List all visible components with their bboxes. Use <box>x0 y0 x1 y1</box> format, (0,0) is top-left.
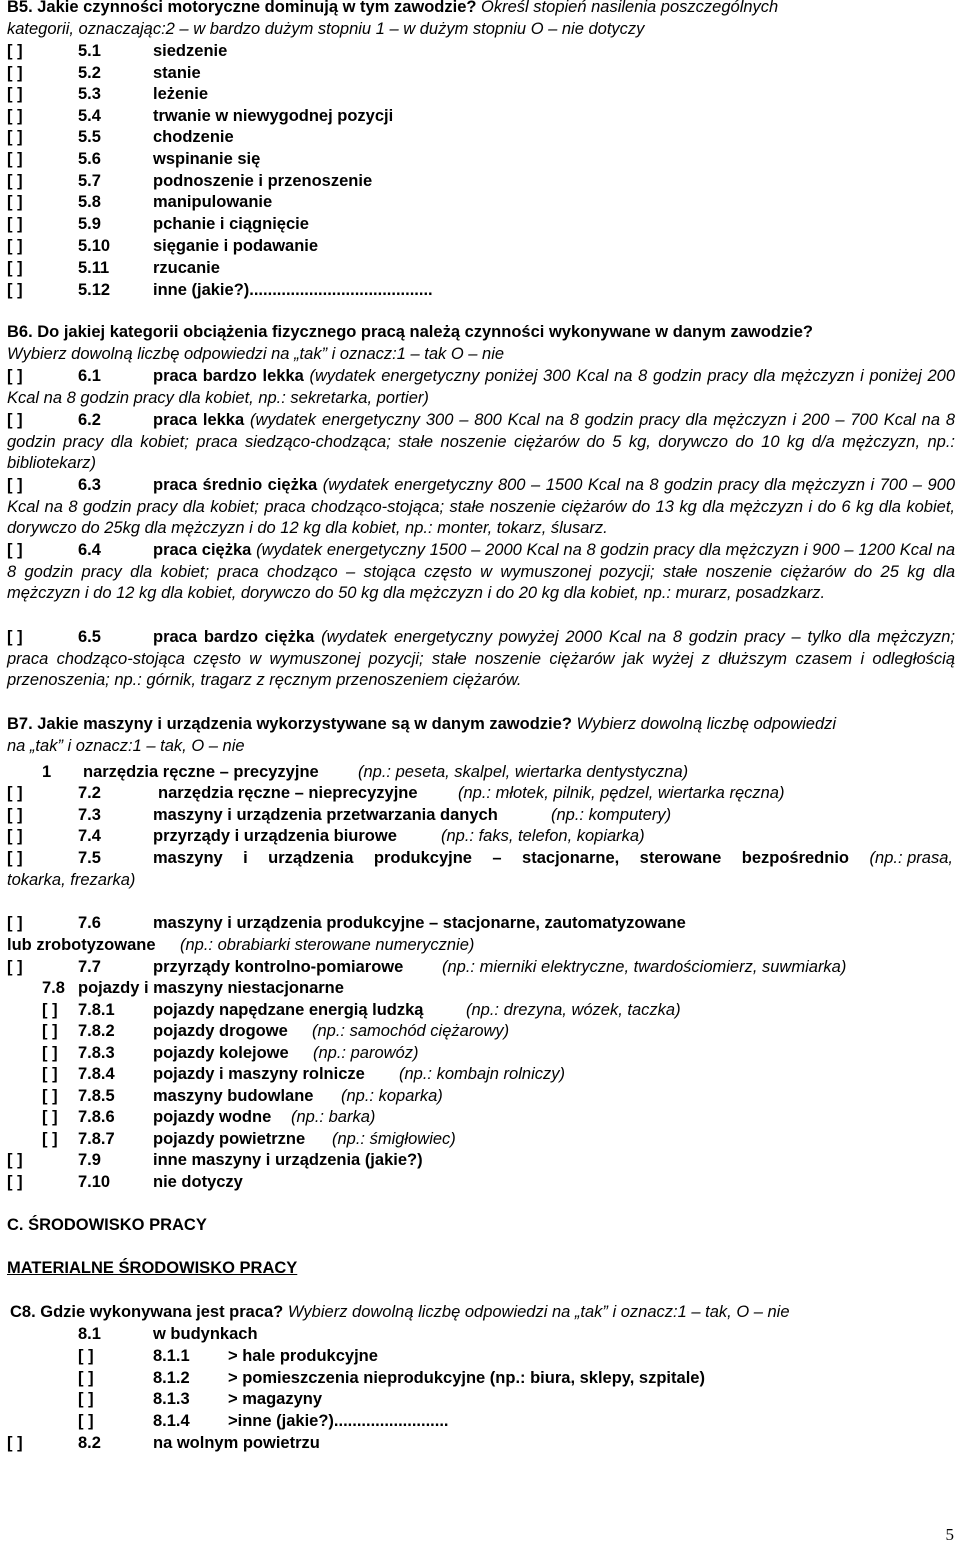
checkbox[interactable]: [ ] <box>7 1173 23 1191</box>
item-label: chodzenie <box>153 128 234 146</box>
item-number: 5.8 <box>78 193 101 211</box>
item-number: 6.5 <box>78 628 101 646</box>
list-item[interactable] <box>7 627 955 692</box>
item-number: 6.4 <box>78 541 101 559</box>
item-description: (np.: mierniki elektryczne, twardościomierz, suwmiarka) <box>442 958 847 976</box>
item-number: 8.1.4 <box>153 1412 190 1430</box>
item-description: (np.: komputery) <box>551 806 672 824</box>
item-label: pojazdy i maszyny rolnicze <box>153 1065 365 1083</box>
item-number: 7.3 <box>78 806 101 824</box>
item-label: > hale produkcyjne <box>228 1347 378 1365</box>
item-number: 7.10 <box>78 1173 111 1191</box>
checkbox[interactable]: [ ] <box>42 1065 58 1083</box>
item-label: praca ciężka <box>153 541 252 559</box>
item-number: 5.3 <box>78 85 101 103</box>
list-item[interactable] <box>7 366 955 409</box>
checkbox[interactable]: [ ] <box>42 1044 58 1062</box>
item-label: pojazdy i maszyny niestacjonarne <box>78 979 344 997</box>
checkbox[interactable]: [ ] <box>7 215 23 233</box>
item-label: maszyny budowlane <box>153 1087 314 1105</box>
item-number: 5.7 <box>78 172 101 190</box>
item-number: 7.6 <box>78 914 101 932</box>
item-number: 6.3 <box>78 476 101 494</box>
checkbox[interactable]: [ ] <box>7 64 23 82</box>
item-number: 5.1 <box>78 42 101 60</box>
c8-heading: C8. Gdzie wykonywana jest praca? <box>10 1303 284 1321</box>
item-label: przyrządy i urządzenia biurowe <box>153 827 397 845</box>
list-item[interactable] <box>7 410 955 475</box>
b7-instruction-cont: na „tak” i oznacz:1 – tak, O – nie <box>7 737 245 755</box>
item-label: w budynkach <box>153 1325 258 1343</box>
item-label: narzędzia ręczne – precyzyjne <box>83 763 319 781</box>
item-number: 5.11 <box>78 259 110 277</box>
b6-instruction: Wybierz dowolną liczbę odpowiedzi na „tak” i oznacz:1 – tak O – nie <box>7 345 505 363</box>
item-label: nie dotyczy <box>153 1173 243 1191</box>
checkbox[interactable]: [ ] <box>7 281 23 299</box>
item-label: pojazdy kolejowe <box>153 1044 289 1062</box>
item-description: (wydatek energetyczny 800 – 1500 Kcal na 8 godzin pracy dla mężczyzn i 700 – 900 Kcal na 8 godzin pracy dla kobiet; praca chodząco-stojąca; stałe noszenie ciężarów do 13 kg dla mężczyzn i do 6 kg dla kobiet, dorywczo do 25kg dla mężczyzn i do 12 kg dla kobiet, np.: monter, tokarz, ślusarz. <box>7 476 956 537</box>
checkbox[interactable]: [ ] <box>7 107 23 125</box>
item-description: (np.: prasa, <box>869 849 953 867</box>
item-number: 8.1.3 <box>153 1390 190 1408</box>
item-number: 6.2 <box>78 411 101 429</box>
item-description: (wydatek energetyczny poniżej 300 Kcal na 8 godzin pracy dla mężczyzn i poniżej 200 Kcal na 8 godzin pracy dla kobiet, np.: sekretarka, portier) <box>7 367 955 407</box>
item-label: pojazdy powietrzne <box>153 1130 306 1148</box>
item-label-cont: lub zrobotyzowane <box>7 936 156 954</box>
item-label: praca średnio ciężka <box>153 476 318 494</box>
section-c-heading: C. ŚRODOWISKO PRACY <box>7 1216 207 1234</box>
item-label: siedzenie <box>153 42 228 60</box>
item-number: 7.8.3 <box>78 1044 115 1062</box>
checkbox[interactable]: [ ] <box>7 827 23 845</box>
checkbox[interactable]: [ ] <box>7 128 23 146</box>
b5-heading: B5. Jakie czynności motoryczne dominują w tym zawodzie? <box>7 0 477 16</box>
item-label: manipulowanie <box>153 193 273 211</box>
checkbox[interactable]: [ ] <box>7 259 23 277</box>
item-number: 7.8.4 <box>78 1065 115 1083</box>
checkbox[interactable]: 1 <box>42 763 52 781</box>
list-item[interactable] <box>7 475 955 540</box>
checkbox[interactable]: [ ] <box>42 1087 58 1105</box>
item-label: maszyny i urządzenia przetwarzania danych <box>153 806 498 824</box>
item-label: pojazdy drogowe <box>153 1022 288 1040</box>
item-label: praca bardzo lekka <box>153 367 304 385</box>
checkbox[interactable]: [ ] <box>7 476 23 494</box>
item-number: 7.8.5 <box>78 1087 115 1105</box>
item-label: > magazyny <box>228 1390 323 1408</box>
checkbox[interactable]: [ ] <box>7 914 23 932</box>
checkbox[interactable]: [ ] <box>7 541 23 559</box>
section-heading-material <box>7 1258 955 1280</box>
checkbox[interactable]: [ ] <box>7 849 23 867</box>
section-title: MATERIALNE ŚRODOWISKO PRACY <box>7 1259 298 1277</box>
item-description: (np.: samochód ciężarowy) <box>312 1022 510 1040</box>
item-number: 8.1 <box>78 1325 101 1343</box>
item-number: 5.6 <box>78 150 101 168</box>
item-label: praca lekka <box>153 411 245 429</box>
item-description-cont: tokarka, frezarka) <box>7 871 136 889</box>
item-number: 8.1.1 <box>153 1347 190 1365</box>
item-label: pojazdy wodne <box>153 1108 272 1126</box>
item-description: (np.: młotek, pilnik, pędzel, wiertarka ręczna) <box>458 784 785 802</box>
item-number: 7.8.2 <box>78 1022 115 1040</box>
item-number: 7.8.6 <box>78 1108 115 1126</box>
item-label: inne (jakie?)........................................ <box>153 281 433 299</box>
list-item[interactable] <box>7 540 955 605</box>
item-label: przyrządy kontrolno-pomiarowe <box>153 958 404 976</box>
item-number: 8.1.2 <box>153 1369 190 1387</box>
page-number: 5 <box>945 1525 954 1544</box>
item-description: (wydatek energetyczny 300 – 800 Kcal na 8 godzin pracy dla mężczyzn i 200 – 700 Kcal na 8 godzin pracy dla kobiet; praca siedząco-chodząca; stałe noszenie ciężarów do 5 kg, dorywczo do 10 kg d/a mężczyzn, np.: bibliotekarz) <box>7 411 956 472</box>
c8-heading-line <box>10 1302 958 1324</box>
item-number: 5.5 <box>78 128 101 146</box>
checkbox[interactable]: [ ] <box>7 367 23 385</box>
checkbox[interactable]: [ ] <box>42 1001 58 1019</box>
b7-heading-line <box>7 714 955 736</box>
checkbox[interactable]: [ ] <box>78 1369 94 1387</box>
item-label: inne maszyny i urządzenia (jakie?) <box>153 1151 423 1169</box>
item-number: 5.4 <box>78 107 101 125</box>
item-description: (np.: drezyna, wózek, taczka) <box>466 1001 681 1019</box>
item-number: 8.2 <box>78 1434 101 1452</box>
item-label: praca bardzo ciężka <box>153 628 315 646</box>
item-label: rzucanie <box>153 259 220 277</box>
c8-instruction: Wybierz dowolną liczbę odpowiedzi na „tak” i oznacz:1 – tak, O – nie <box>287 1303 790 1321</box>
checkbox[interactable]: [ ] <box>7 85 23 103</box>
checkbox[interactable]: [ ] <box>42 1108 58 1126</box>
item-label: >inne (jakie?)......................... <box>228 1412 449 1430</box>
item-number: 7.8 <box>42 979 65 997</box>
item-label: na wolnym powietrzu <box>153 1434 320 1452</box>
item-description: (np.: peseta, skalpel, wiertarka dentystyczna) <box>358 763 689 781</box>
checkbox[interactable]: [ ] <box>7 411 23 429</box>
item-number: 7.9 <box>78 1151 101 1169</box>
item-label: narzędzia ręczne – nieprecyzyjne <box>158 784 418 802</box>
item-description: (np.: kombajn rolniczy) <box>399 1065 565 1083</box>
checkbox[interactable]: [ ] <box>7 237 23 255</box>
item-description: (np.: śmigłowiec) <box>332 1130 456 1148</box>
item-label: stanie <box>153 64 201 82</box>
b5-heading-line <box>7 0 955 19</box>
checkbox[interactable]: [ ] <box>7 784 23 802</box>
checkbox[interactable]: [ ] <box>7 150 23 168</box>
checkbox[interactable]: [ ] <box>7 958 23 976</box>
item-number: 5.12 <box>78 281 111 299</box>
checkbox[interactable]: [ ] <box>78 1347 94 1365</box>
checkbox[interactable]: [ ] <box>7 628 23 646</box>
item-description: (np.: obrabiarki sterowane numerycznie) <box>180 936 475 954</box>
item-label: wspinanie się <box>153 150 261 168</box>
checkbox[interactable]: [ ] <box>78 1390 94 1408</box>
checkbox[interactable]: [ ] <box>78 1412 94 1430</box>
b5-instruction-cont: kategorii, oznaczając:2 – w bardzo dużym stopniu 1 – w dużym stopniu O – nie dotyczy <box>7 20 645 38</box>
item-number: 7.4 <box>78 827 101 845</box>
item-description: (wydatek energetyczny 1500 – 2000 Kcal na 8 godzin pracy dla mężczyzn i 900 – 1200 Kcal na 8 godzin pracy dla kobiet; praca chodząco – stojąca często w wymuszonej pozycji; stałe noszenie ciężarów do 25 kg dla mężczyzn i do 12 kg dla kobiet, dorywczo do 50 kg dla mężczyzn i do 20 kg dla kobiet, np.: murarz, posadzkarz. <box>7 541 955 602</box>
item-label: trwanie w niewygodnej pozycji <box>153 107 394 125</box>
item-number: 5.2 <box>78 64 101 82</box>
checkbox[interactable]: [ ] <box>42 1130 58 1148</box>
item-number: 7.8.7 <box>78 1130 115 1148</box>
item-number: 7.8.1 <box>78 1001 115 1019</box>
b7-instruction: Wybierz dowolną liczbę odpowiedzi <box>576 715 837 733</box>
b7-heading: B7. Jakie maszyny i urządzenia wykorzystywane są w danym zawodzie? <box>7 715 572 733</box>
item-label: sięganie i podawanie <box>153 237 319 255</box>
item-number: 6.1 <box>78 367 101 385</box>
item-label: maszyny i urządzenia produkcyjne – stacjonarne, zautomatyzowane <box>153 914 686 932</box>
item-label: pchanie i ciągnięcie <box>153 215 309 233</box>
item-number: 7.2 <box>78 784 101 802</box>
checkbox[interactable]: [ ] <box>7 193 23 211</box>
item-description: (np.: barka) <box>291 1108 376 1126</box>
checkbox[interactable]: [ ] <box>7 1434 23 1452</box>
item-number: 5.9 <box>78 215 101 233</box>
checkbox[interactable]: [ ] <box>7 806 23 824</box>
item-label: pojazdy napędzane energią ludzką <box>153 1001 424 1019</box>
b6-heading: B6. Do jakiej kategorii obciążenia fizycznego pracą należą czynności wykonywane w danym zawodzie? <box>7 323 814 341</box>
checkbox[interactable]: [ ] <box>7 172 23 190</box>
checkbox[interactable]: [ ] <box>7 1151 23 1169</box>
item-description: (np.: faks, telefon, kopiarka) <box>441 827 645 845</box>
item-number: 7.5 <box>78 849 101 867</box>
item-number: 7.7 <box>78 958 101 976</box>
item-label: leżenie <box>153 85 209 103</box>
item-label: podnoszenie i przenoszenie <box>153 172 373 190</box>
item-description: (np.: parowóz) <box>313 1044 419 1062</box>
item-number: 5.10 <box>78 237 111 255</box>
item-label: > pomieszczenia nieprodukcyjne (np.: biura, sklepy, szpitale) <box>228 1369 705 1387</box>
checkbox[interactable]: [ ] <box>42 1022 58 1040</box>
item-label: maszyny i urządzenia produkcyjne – stacjonarne, sterowane bezpośrednio <box>153 849 849 867</box>
item-description: (np.: koparka) <box>341 1087 443 1105</box>
b5-instruction: Określ stopień nasilenia poszczególnych <box>481 0 779 16</box>
checkbox[interactable]: [ ] <box>7 42 23 60</box>
item-description: (wydatek energetyczny powyżej 2000 Kcal na 8 godzin pracy – tylko dla mężczyzn; praca chodząco-stojąca często w wymuszonej pozycji; stałe noszenie ciężarów jak wyżej z dłuższym czasem i odległością przenoszenia; np.: górnik, tragarz z ręcznym przenoszeniem ciężarów. <box>7 628 955 689</box>
